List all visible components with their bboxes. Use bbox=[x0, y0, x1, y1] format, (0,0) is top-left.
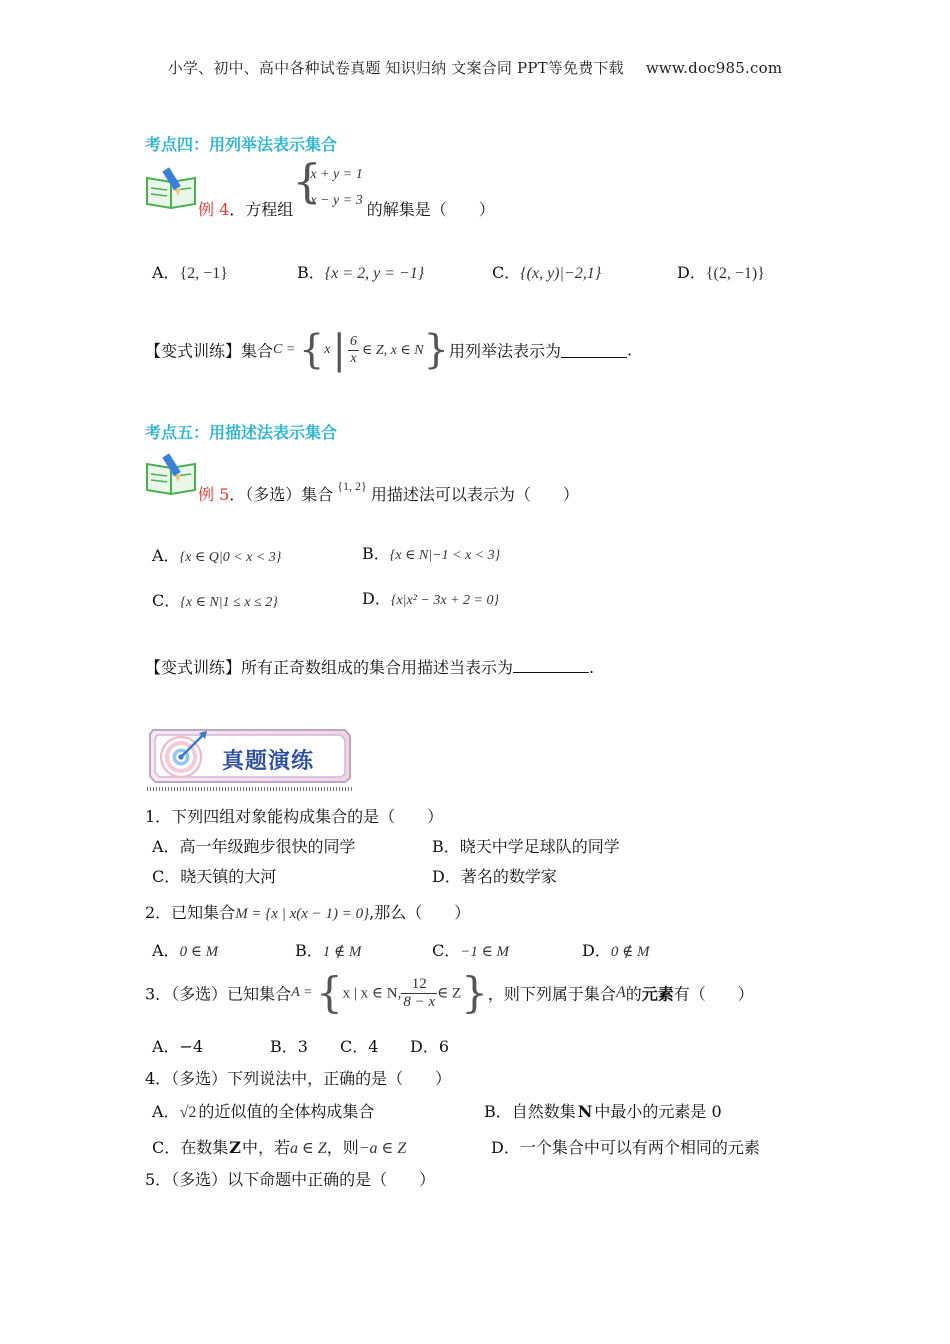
target-icon bbox=[159, 729, 211, 781]
q4-option-a[interactable]: A．√2 的近似值的全体构成集合 bbox=[152, 1102, 375, 1121]
question-3-stem: 3．（多选）已知集合A = {x | x ∈ N, $\frac{12}{8 - x}$ ∈ Z}，则下列属于集合A的元素有（ ） bbox=[145, 968, 754, 1017]
variant-4-x: x bbox=[324, 342, 331, 357]
q2-option-b[interactable]: B．1 ∉ M bbox=[295, 941, 362, 960]
q2-option-c[interactable]: C．−1 ∈ M bbox=[432, 941, 509, 960]
q2-set-math: M = {x | x(x − 1) = 0} bbox=[235, 906, 370, 922]
q1-option-a[interactable]: A．高一年级跑步很快的同学 bbox=[152, 837, 356, 856]
variant-4: 【变式训练】集合C = {x| $\frac{6}{x}$ ∈ Z, x ∈ N}用列举法表示为 . bbox=[145, 327, 633, 373]
page-header bbox=[0, 57, 950, 78]
q1-option-d[interactable]: D．著名的数学家 bbox=[432, 867, 557, 886]
q2-option-d[interactable]: D．0 ∉ M bbox=[582, 941, 650, 960]
question-4-stem: 4．（多选）下列说法中，正确的是（ ） bbox=[145, 1069, 452, 1088]
variant-4-fraction: $\frac{6}{x}$ bbox=[349, 334, 357, 366]
question-1-stem: 1．下列四组对象能构成集合的是（ ） bbox=[145, 807, 444, 826]
answer-blank[interactable] bbox=[561, 343, 627, 358]
example-5 bbox=[198, 479, 579, 505]
ex4-option-b[interactable]: B．{x = 2, y = −1} bbox=[297, 263, 425, 282]
section-title-5: 考点五：用描述法表示集合 bbox=[145, 423, 338, 442]
equation-2: x − y = 3 bbox=[310, 193, 363, 208]
answer-blank[interactable] bbox=[513, 658, 589, 673]
ex4-option-d[interactable]: D．{(2, −1)} bbox=[677, 263, 765, 282]
equation-system: { x + y = 1 x − y = 3 bbox=[302, 162, 362, 214]
variant-4-cond: ∈ Z, x ∈ N bbox=[361, 342, 424, 358]
banner-title: 真题演练 bbox=[222, 749, 315, 774]
q3-option-a[interactable]: A．−4 bbox=[152, 1037, 204, 1056]
variant-4-set-name: C = bbox=[273, 342, 299, 357]
q4-option-d[interactable]: D．一个集合中可以有两个相同的元素 bbox=[491, 1138, 760, 1157]
ex4-option-c[interactable]: C．{(x, y)|−2,1} bbox=[492, 263, 602, 282]
book-pencil-icon bbox=[145, 166, 199, 212]
q2-option-a[interactable]: A．0 ∈ M bbox=[152, 941, 219, 960]
question-2-stem: 2．已知集合M = {x | x(x − 1) = 0},那么（ ） bbox=[145, 903, 471, 922]
ex4-option-a[interactable]: A．{2, −1} bbox=[152, 263, 228, 282]
header-text: 小学、初中、高中各种试卷真题 知识归纳 文案合同 PPT等免费下载 bbox=[167, 59, 624, 77]
ex5-option-a[interactable]: A．{x ∈ Q|0 < x < 3} bbox=[152, 546, 282, 565]
equation-1: x + y = 1 bbox=[310, 167, 363, 182]
example-5-label: 例 5 bbox=[198, 485, 230, 504]
book-pencil-icon bbox=[145, 452, 199, 498]
example-4-label: 例 4 bbox=[198, 200, 230, 219]
example-4-text: ．方程组 bbox=[229, 200, 294, 219]
q4-option-c[interactable]: C．在数集Z中，若a ∈ Z，则−a ∈ Z bbox=[152, 1138, 407, 1157]
ex5-option-c[interactable]: C．{x ∈ N|1 ≤ x ≤ 2} bbox=[152, 591, 278, 610]
question-5-stem: 5．（多选）以下命题中正确的是（ ） bbox=[145, 1170, 436, 1189]
q1-option-b[interactable]: B．晓天中学足球队的同学 bbox=[432, 837, 620, 856]
example-4 bbox=[198, 154, 495, 219]
q3-option-b[interactable]: B．3 bbox=[270, 1037, 308, 1056]
section-title-4: 考点四：用列举法表示集合 bbox=[145, 135, 338, 154]
q3-option-d[interactable]: D．6 bbox=[410, 1037, 450, 1056]
variant-4-tail: 用列举法表示为 bbox=[449, 341, 562, 361]
q1-option-c[interactable]: C．晓天镇的大河 bbox=[152, 867, 277, 886]
example-4-tail: 的解集是（ ） bbox=[366, 200, 495, 219]
header-url[interactable]: www.doc985.com bbox=[645, 59, 783, 77]
ex5-option-d[interactable]: D．{x|x² − 3x + 2 = 0} bbox=[362, 589, 500, 608]
q3-option-c[interactable]: C．4 bbox=[340, 1037, 379, 1056]
ex5-option-b[interactable]: B．{x ∈ N|−1 < x < 3} bbox=[362, 544, 501, 563]
example-5-text: ．（多选）集合 bbox=[229, 485, 334, 504]
variant-5: 【变式训练】所有正奇数组成的集合用描述当表示为 . bbox=[145, 658, 595, 677]
q4-option-b[interactable]: B．自然数集 N 中最小的元素是 0 bbox=[484, 1102, 722, 1121]
example-5-tail: 用描述法可以表示为（ ） bbox=[370, 485, 579, 504]
variant-5-text: 【变式训练】所有正奇数组成的集合用描述当表示为 bbox=[145, 658, 514, 677]
banner-divider bbox=[147, 787, 353, 791]
example-5-set: {1, 2} bbox=[337, 479, 367, 493]
q3-fraction: $\frac{12}{8 - x}$ bbox=[403, 976, 436, 1010]
variant-4-prefix: 【变式训练】集合 bbox=[145, 341, 274, 361]
